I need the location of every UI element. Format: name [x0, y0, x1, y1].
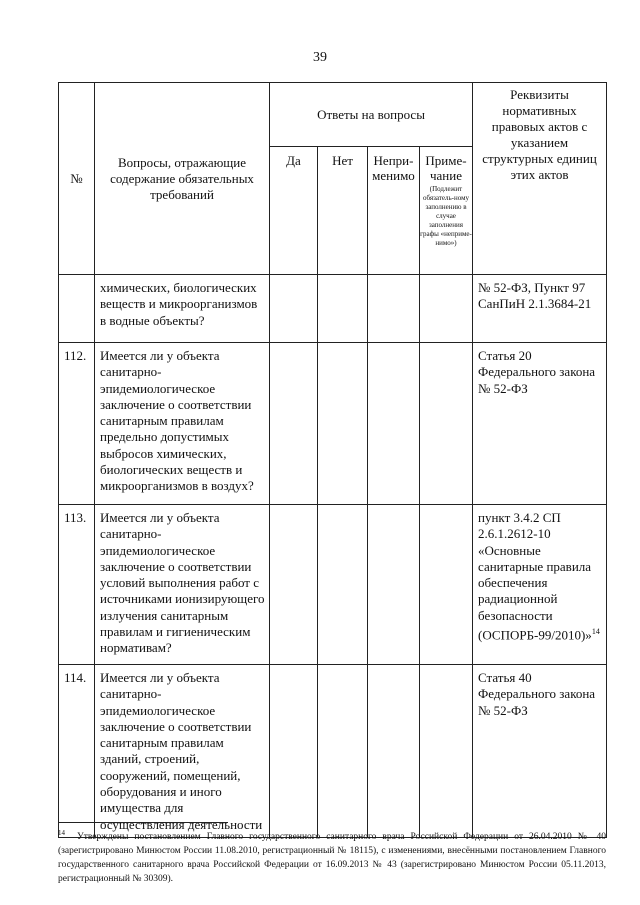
- row-requisites: № 52-ФЗ, Пункт 97 СанПиН 2.1.3684-21: [473, 275, 607, 343]
- answer-na-cell[interactable]: [368, 505, 420, 665]
- header-row-top: [59, 83, 607, 147]
- answer-na-cell[interactable]: [368, 275, 420, 343]
- footnote-divider: [58, 822, 228, 823]
- row-number: 112.: [59, 343, 95, 505]
- header-no: Нет: [318, 147, 368, 275]
- answer-yes-cell[interactable]: [270, 505, 318, 665]
- footnote-text: Утверждены постановлением Главного государственного санитарного врача Российской Федерации от 26.04.2010 № 40 (зарегистрировано Минюстом России 11.08.2010, регистрационный № 18115), с изменениями, внесёнными постановлением Главного государственного санитарного врача Российской Федерации от 16.09.2013 № 43 (зарегистрировано Минюстом России 05.11.2013, регистрационный № 30309).: [58, 832, 606, 885]
- answer-yes-cell[interactable]: [270, 343, 318, 505]
- header-requisites: Реквизиты нормативных правовых актов с указанием структурных единиц этих актов: [473, 83, 607, 275]
- footnote-mark: 14: [58, 829, 65, 837]
- answer-yes-cell[interactable]: [270, 665, 318, 838]
- answer-note-cell[interactable]: [420, 343, 473, 505]
- row-requisites-text: пункт 3.4.2 СП 2.6.1.2612-10 «Основные санитарные правила обеспечения радиационной безопасности (ОСПОРБ-99/2010)»: [478, 510, 592, 643]
- header-note-detail: (Подлежит обязатель-ному заполнению в случае заполнения графы «неприме-нимо»): [420, 185, 472, 247]
- row-number: [59, 275, 95, 343]
- row-question: Имеется ли у объекта санитарно-эпидемиологическое заключение о соответствии санитарным правилам предельно допустимых выбросов химических, биологических веществ и микроорганизмов в воздух?: [95, 343, 270, 505]
- answer-no-cell[interactable]: [318, 505, 368, 665]
- answer-note-cell[interactable]: [420, 665, 473, 838]
- answer-note-cell[interactable]: [420, 275, 473, 343]
- row-question: химических, биологических веществ и микроорганизмов в водные объекты?: [95, 275, 270, 343]
- footnote-reference: 14: [591, 627, 600, 637]
- header-yes: Да: [270, 147, 318, 275]
- answer-na-cell[interactable]: [368, 343, 420, 505]
- table-row: [59, 343, 607, 505]
- answer-yes-cell[interactable]: [270, 275, 318, 343]
- header-note: [420, 147, 473, 275]
- row-question: Имеется ли у объекта санитарно-эпидемиологическое заключение о соответствии условий выполнения работ с источниками ионизирующего излучения санитарным правилам и гигиеническим нормативам?: [95, 505, 270, 665]
- row-requisites: Статья 40 Федерального закона № 52-ФЗ: [473, 665, 607, 838]
- row-question: Имеется ли у объекта санитарно-эпидемиологическое заключение о соответствии санитарным правилам зданий, строений, сооружений, помещений, оборудования и иного имущества для осуществления деятельности: [95, 665, 270, 838]
- row-number: 114.: [59, 665, 95, 838]
- header-questions: Вопросы, отражающие содержание обязательных требований: [95, 83, 270, 275]
- table-row: [59, 665, 607, 838]
- footnote: [58, 826, 606, 886]
- row-number: 113.: [59, 505, 95, 665]
- answer-na-cell[interactable]: [368, 665, 420, 838]
- answer-no-cell[interactable]: [318, 343, 368, 505]
- page-number: 39: [313, 50, 327, 65]
- header-number: №: [59, 83, 95, 275]
- header-answers: Ответы на вопросы: [270, 83, 473, 147]
- row-requisites: Статья 20 Федерального закона № 52-ФЗ: [473, 343, 607, 505]
- header-note-title: Приме-чание: [425, 153, 467, 183]
- answer-no-cell[interactable]: [318, 665, 368, 838]
- table-row: [59, 275, 607, 343]
- answer-no-cell[interactable]: [318, 275, 368, 343]
- table-row: [59, 505, 607, 665]
- requirements-table: [58, 82, 607, 838]
- row-requisites: [473, 505, 607, 665]
- answer-note-cell[interactable]: [420, 505, 473, 665]
- header-not-applicable: Непри-менимо: [368, 147, 420, 275]
